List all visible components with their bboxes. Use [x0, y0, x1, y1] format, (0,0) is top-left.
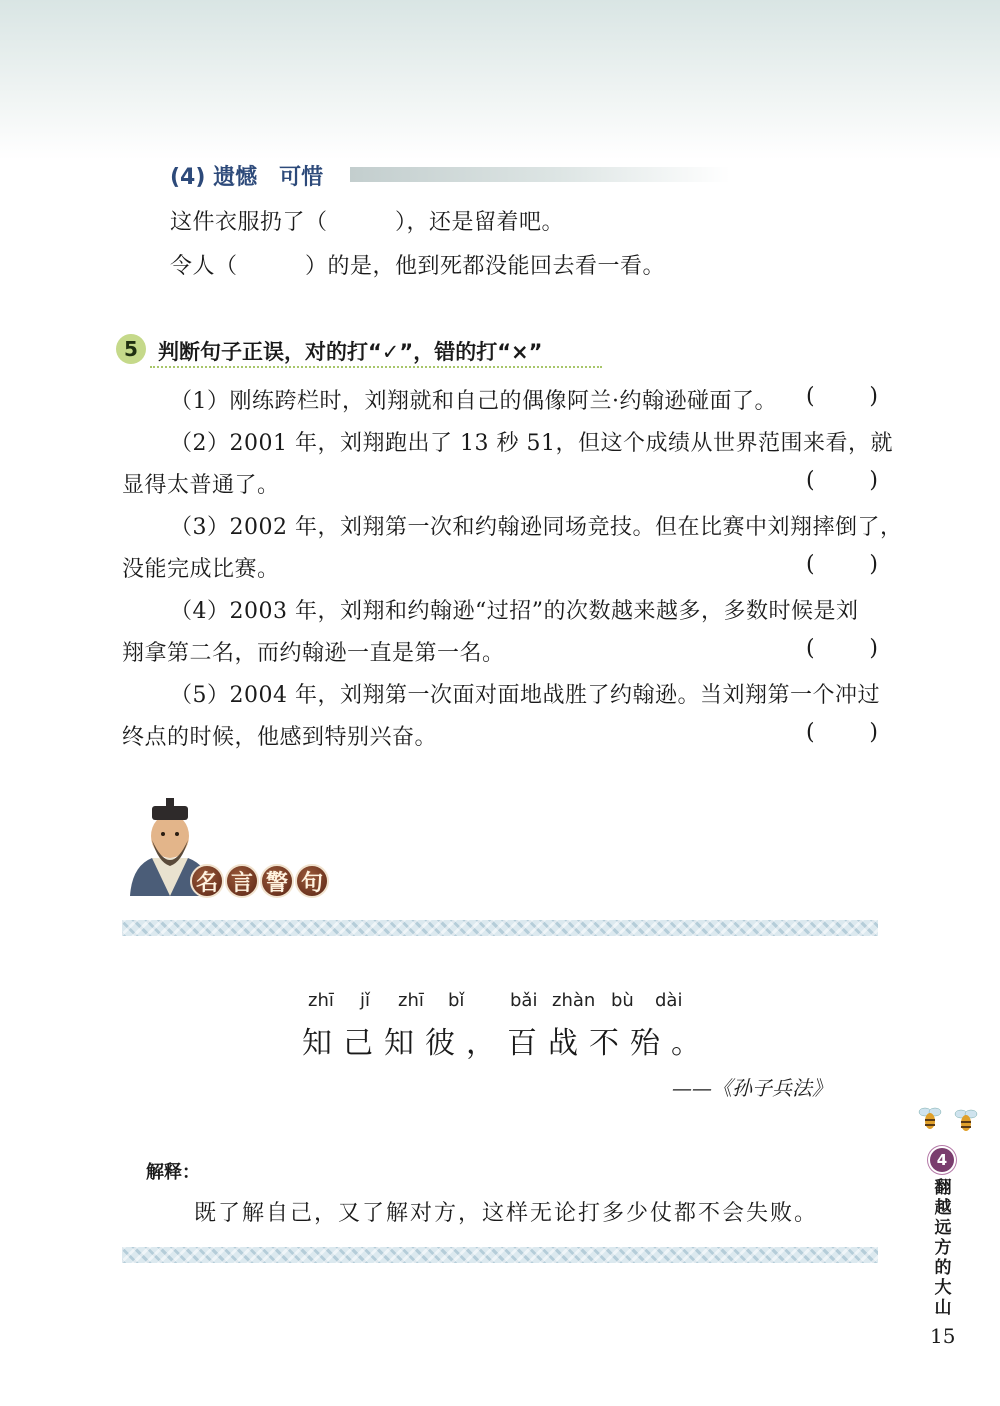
header-char: 警: [260, 864, 294, 898]
paren-open: (: [806, 384, 815, 409]
paren-open: (: [806, 468, 815, 493]
decorative-border-top: [122, 920, 878, 936]
explain-text: 既了解自己，又了解对方，这样无论打多少仗都不会失败。: [194, 1201, 819, 1226]
page-number: 15: [930, 1324, 956, 1348]
q4-title: (4) 遗憾 可惜: [170, 165, 324, 190]
paren-open: (: [806, 720, 815, 745]
paren-open: (: [806, 552, 815, 577]
item-3-line-1: （3）2002 年，刘翔第一次和约翰逊同场竞技。但在比赛中刘翔摔倒了，: [170, 515, 903, 540]
section-title: 判断句子正误，对的打“✓”，错的打“×”: [158, 340, 543, 364]
item-2-line-1: （2）2001 年，刘翔跑出了 13 秒 51，但这个成绩从世界范围来看，就: [170, 431, 893, 456]
item-5-line-2: 终点的时候，他感到特别兴奋。: [122, 725, 438, 750]
unit-title-vertical: 翻越远方的大山: [934, 1178, 952, 1318]
header-char: 名: [190, 864, 224, 898]
section-number-badge: 5: [116, 334, 146, 364]
item-4-line-1: （4）2003 年，刘翔和约翰逊“过招”的次数越来越多，多数时候是刘: [170, 599, 859, 624]
quote-text: 知己知彼，百战不殆。: [302, 1026, 712, 1061]
item-4-line-2: 翔拿第二名，而约翰逊一直是第一名。: [122, 641, 505, 666]
paren-close: ): [869, 468, 878, 493]
pinyin: dài: [655, 990, 683, 1011]
paren-close: ): [869, 552, 878, 577]
pinyin: bǐ: [448, 990, 465, 1011]
q4-line-1: 这件衣服扔了（ ），还是留着吧。: [170, 210, 565, 235]
pinyin: bǎi: [510, 990, 538, 1011]
decorative-border-bottom: [122, 1247, 878, 1263]
unit-number-badge: 4: [930, 1148, 954, 1172]
paren-close: ): [869, 384, 878, 409]
page-header-band: [0, 0, 1000, 160]
section-underline: [150, 366, 602, 368]
paren-close: ): [869, 720, 878, 745]
pinyin: jǐ: [360, 990, 371, 1011]
header-char: 言: [225, 864, 259, 898]
quote-source: ——《孙子兵法》: [672, 1076, 832, 1100]
bee-icon: [914, 1102, 984, 1136]
item-5-line-1: （5）2004 年，刘翔第一次面对面地战胜了约翰逊。当刘翔第一个冲过: [170, 683, 880, 708]
paren-open: (: [806, 636, 815, 661]
pinyin: zhī: [308, 990, 334, 1011]
pinyin: zhī: [398, 990, 424, 1011]
paren-close: ): [869, 636, 878, 661]
item-1-line-1: （1）刚练跨栏时，刘翔就和自己的偶像阿兰·约翰逊碰面了。: [170, 389, 777, 414]
explain-label: 解释：: [146, 1162, 200, 1183]
q4-line-2: 令人（ ）的是，他到死都没能回去看一看。: [170, 254, 666, 279]
pinyin: bù: [611, 990, 634, 1011]
item-2-line-2: 显得太普通了。: [122, 473, 280, 498]
header-char: 句: [295, 864, 329, 898]
item-3-line-2: 没能完成比赛。: [122, 557, 280, 582]
title-bar-decoration: [350, 167, 730, 182]
famous-quote-header: [190, 864, 329, 898]
pinyin: zhàn: [552, 990, 596, 1011]
